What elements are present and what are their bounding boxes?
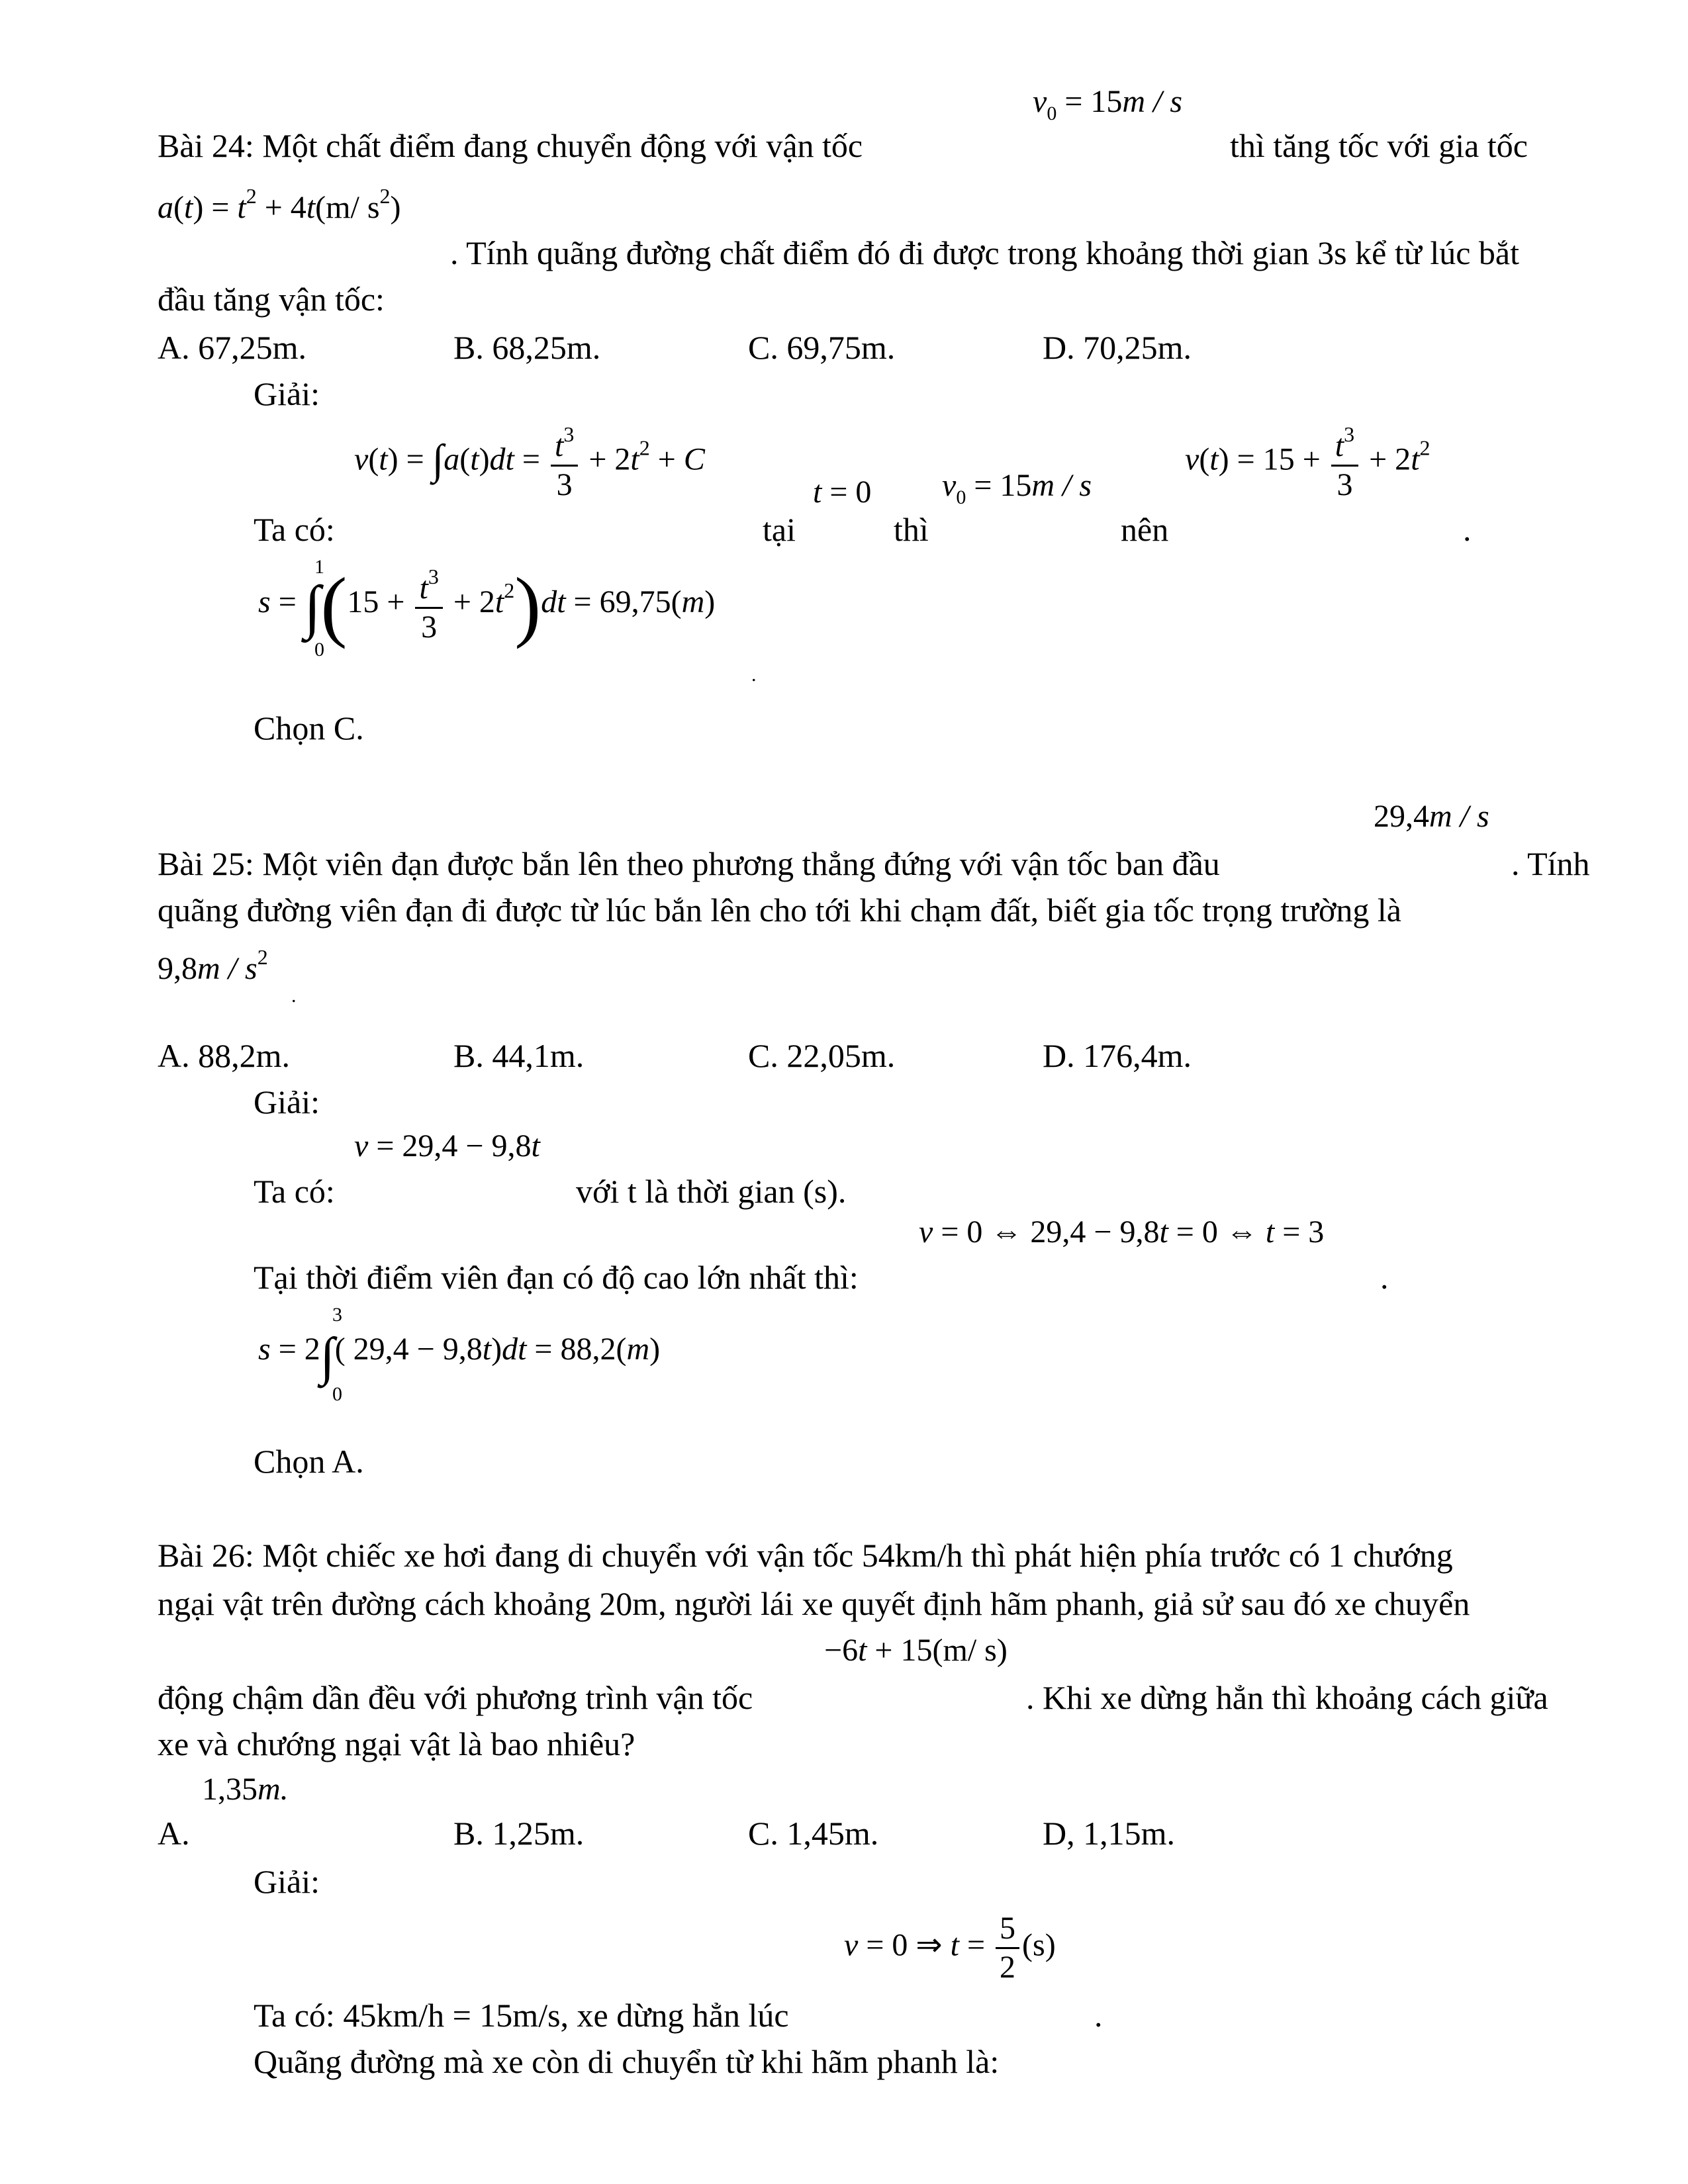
b25-v0-eq: v = 0 ⇔ 29,4 − 9,8t = 0 ⇔ t = 3	[919, 1214, 1325, 1250]
b24-line3: . Tính quãng đường chất điểm đó đi được trong khoảng thời gian 3s kể từ lúc bắt	[450, 234, 1519, 271]
b24-option-d: D. 70,25m.	[1043, 329, 1192, 366]
b26-line3-right: . Khi xe dừng hẳn thì khoảng cách giữa	[1026, 1679, 1548, 1716]
b24-dot: .	[751, 664, 757, 686]
b26-period: .	[1094, 1997, 1103, 2034]
b25-giai: Giải:	[254, 1083, 320, 1120]
b24-int-lower: 0	[314, 639, 324, 660]
b25-option-b: B. 44,1m.	[453, 1037, 585, 1074]
b25-int-upper: 3	[332, 1304, 342, 1326]
b24-taco: Ta có:	[254, 511, 335, 548]
b24-option-c: C. 69,75m.	[748, 329, 896, 366]
b24-int-upper: 1	[314, 556, 324, 578]
b26-line1: Bài 26: Một chiếc xe hơi đang di chuyển với vận tốc 54km/h thì phát hiện phía trước có 1 chướng	[158, 1537, 1453, 1574]
b26-last: Quãng đường mà xe còn di chuyển từ khi hãm phanh là:	[254, 2043, 1000, 2080]
b24-accel-formula: $a(t) = t^2 + 4t(m/$ $s^2$)	[158, 184, 401, 225]
b24-option-a: A. 67,25m.	[158, 329, 306, 366]
b26-opt-a-value: 1,35m.	[202, 1772, 289, 1807]
b24-line4: đầu tăng vận tốc:	[158, 281, 385, 318]
b25-option-c: C. 22,05m.	[748, 1037, 896, 1074]
b24-option-b: B. 68,25m.	[453, 329, 601, 366]
b25-dot: .	[291, 985, 297, 1007]
b25-s-integral: s = 2∫( 29,4 − 9,8t)dt = 88,2(m)	[258, 1328, 661, 1386]
b26-v-eq: −6t + 15(m/ s)	[824, 1633, 1008, 1668]
b26-stop-eq: v = 0 ⇒ t = $\frac{5}{2}$ (s)	[844, 1911, 1056, 1985]
b24-chon: Chọn C.	[254, 709, 364, 747]
b25-int-lower: 0	[332, 1383, 342, 1405]
b26-line3-left: động chậm dần đều với phương trình vận tốc	[158, 1679, 753, 1716]
b24-nen: nên	[1121, 511, 1169, 548]
b26-option-d: D, 1,15m.	[1043, 1815, 1175, 1852]
b26-line4: xe và chướng ngại vật là bao nhiêu?	[158, 1725, 635, 1762]
b25-line2: quãng đường viên đạn đi được từ lúc bắn lên cho tới khi chạm đất, biết gia tốc trọng trường là	[158, 891, 1402, 929]
b24-vt-final: v(t) = 15 + $\frac{t^3}{3}$ + $2t^2$	[1185, 422, 1430, 502]
b24-period: .	[1463, 511, 1472, 548]
b25-v-init: 29,4m / s	[1374, 799, 1489, 834]
b25-taithoi: Tại thời điểm viên đạn có độ cao lớn nhất thì:	[254, 1259, 859, 1296]
b25-option-a: A. 88,2m.	[158, 1037, 290, 1074]
b26-taco: Ta có: 45km/h = 15m/s, xe dừng hẳn lúc	[254, 1997, 789, 2034]
b24-vt-integral: v(t) = ∫a(t)dt = $\frac{t^3}{3}$ + $2t^2 + C$	[354, 422, 705, 502]
b25-period: .	[1380, 1259, 1389, 1296]
b26-line2: ngại vật trên đường cách khoảng 20m, người lái xe quyết định hãm phanh, giả sử sau đó xe chuyển	[158, 1585, 1470, 1622]
b25-line1-right: . Tính	[1511, 845, 1590, 882]
b26-option-c: C. 1,45m.	[748, 1815, 879, 1852]
b24-line1-left: Bài 24: Một chất điểm đang chuyển động với vận tốc	[158, 127, 863, 164]
b25-taco: Ta có:	[254, 1173, 335, 1210]
b25-line1-left: Bài 25: Một viên đạn được bắn lên theo phương thẳng đứng với vận tốc ban đầu	[158, 845, 1220, 882]
b24-thi: thì	[894, 511, 929, 548]
b24-v0-formula: $v_0 = 15m / s$	[1033, 84, 1183, 124]
b25-v-eq: v = 29,4 − 9,8t	[354, 1128, 540, 1163]
b25-chon: Chọn A.	[254, 1443, 364, 1480]
b26-option-a: A.	[158, 1815, 190, 1852]
b25-voi: với t là thời gian (s).	[576, 1173, 847, 1210]
b25-option-d: D. 176,4m.	[1043, 1037, 1192, 1074]
b26-giai: Giải:	[254, 1863, 320, 1900]
b24-line1-right: thì tăng tốc với gia tốc	[1230, 127, 1528, 164]
b26-option-b: B. 1,25m.	[453, 1815, 585, 1852]
b24-cond-t: t = 0	[813, 475, 872, 510]
b24-tai: tại	[763, 511, 796, 548]
b24-s-integral: s = ∫(15 + $\frac{t^3}{3}$ + $2t^2)dt = 69,75(m)$	[258, 561, 716, 649]
b25-g: $9,8m / s^2$	[158, 945, 268, 986]
b24-giai: Giải:	[254, 375, 320, 412]
b24-cond-v: $v_0 = 15m / s$	[942, 468, 1092, 508]
